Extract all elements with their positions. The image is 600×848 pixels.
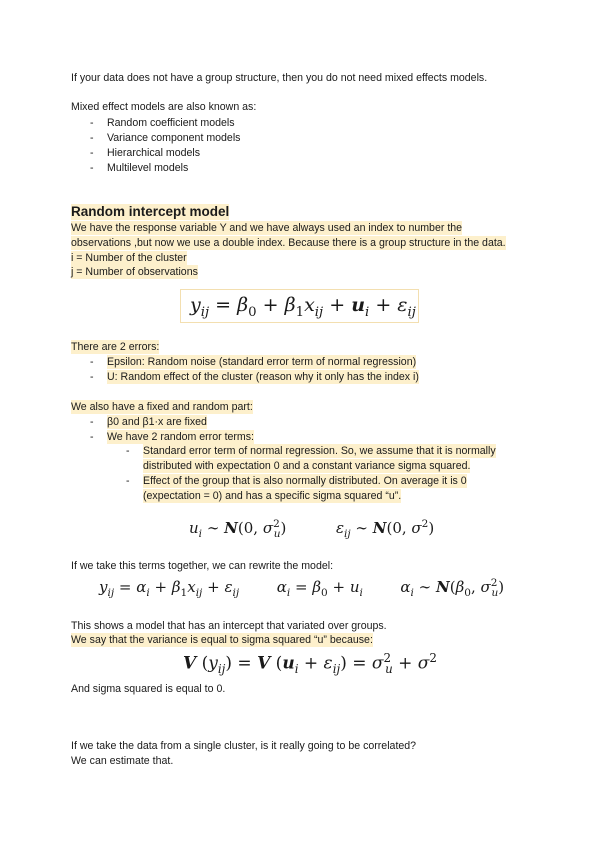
list-item-line: distributed with expectation 0 and a constant variance sigma squared.	[143, 460, 471, 472]
sigma-zero-line: And sigma squared is equal to 0.	[71, 683, 226, 695]
list-bullet: -	[90, 431, 94, 443]
list-bullet: -	[90, 371, 94, 383]
single-cluster-question: If we take the data from a single cluster, is it really going to be correlated?	[71, 740, 417, 752]
list-bullet: -	[90, 162, 94, 174]
section-paragraph-line: observations ,but now we use a double index. Because there is a group structure in the data.	[71, 237, 506, 249]
list-bullet: -	[90, 117, 94, 129]
rewrite-intro: If we take this terms together, we can rewrite the model:	[71, 560, 334, 572]
errors-intro: There are 2 errors:	[71, 341, 160, 353]
section-heading: Random intercept model	[71, 204, 230, 219]
fixed-intro: We also have a fixed and random part:	[71, 401, 253, 413]
shows-line: This shows a model that has an intercept that variated over groups.	[71, 620, 387, 632]
aka-intro: Mixed effect models are also known as:	[71, 101, 257, 113]
list-bullet: -	[126, 475, 130, 487]
list-bullet: -	[90, 356, 94, 368]
section-paragraph-line: We have the response variable Y and we have always used an index to number the	[71, 222, 463, 234]
list-bullet: -	[90, 416, 94, 428]
list-item: Random coefficient models	[107, 117, 235, 129]
variance-equation: V $(y_{ij}) = V$ $(u_i + \varepsilon_{ij}) = \sigma^2_u + \sigma^2$	[183, 651, 437, 677]
list-item-line: (expectation = 0) and has a specific sigma squared “u”.	[143, 490, 402, 502]
list-item: β0 and β1·x are fixed	[107, 416, 207, 428]
list-bullet: -	[126, 445, 130, 457]
list-item: U: Random effect of the cluster (reason why it only has the index i)	[107, 371, 419, 383]
list-item-line: Standard error term of normal regression. So, we assume that it is normally	[143, 445, 496, 457]
rewritten-model-equations: $y_{ij} = \alpha_i + \beta_1x_{ij} + \varepsilon_{ij}$ $\alpha_i = \beta_0 + u_i$ $\alpha_i$ ∼ $N(\beta_0$, $\sigma^2_u$)	[99, 577, 505, 599]
intro-text: If your data does not have a group structure, then you do not need mixed effects models.	[71, 72, 488, 84]
variance-line: We say that the variance is equal to sigma squared “u” because:	[71, 634, 373, 646]
list-item: Multilevel models	[107, 162, 189, 174]
index-i-definition: i = Number of the cluster	[71, 252, 187, 264]
index-j-definition: j = Number of observations	[71, 266, 198, 278]
estimate-line: We can estimate that.	[71, 755, 174, 767]
list-item: Epsilon: Random noise (standard error term of normal regression)	[107, 356, 417, 368]
distribution-equations: $u_i$ ∼ N(0, $\sigma^2_u$) $\varepsilon_{ij}$ ∼ N(0, $\sigma^2$)	[189, 518, 435, 540]
model-equation: $y_{ij} = \beta_0 + \beta_1x_{ij} + u_i + \varepsilon_{ij}$	[190, 294, 416, 320]
list-item: We have 2 random error terms:	[107, 431, 254, 443]
list-bullet: -	[90, 132, 94, 144]
list-bullet: -	[90, 147, 94, 159]
list-item-line: Effect of the group that is also normally distributed. On average it is 0	[143, 475, 467, 487]
list-item: Hierarchical models	[107, 147, 201, 159]
list-item: Variance component models	[107, 132, 241, 144]
